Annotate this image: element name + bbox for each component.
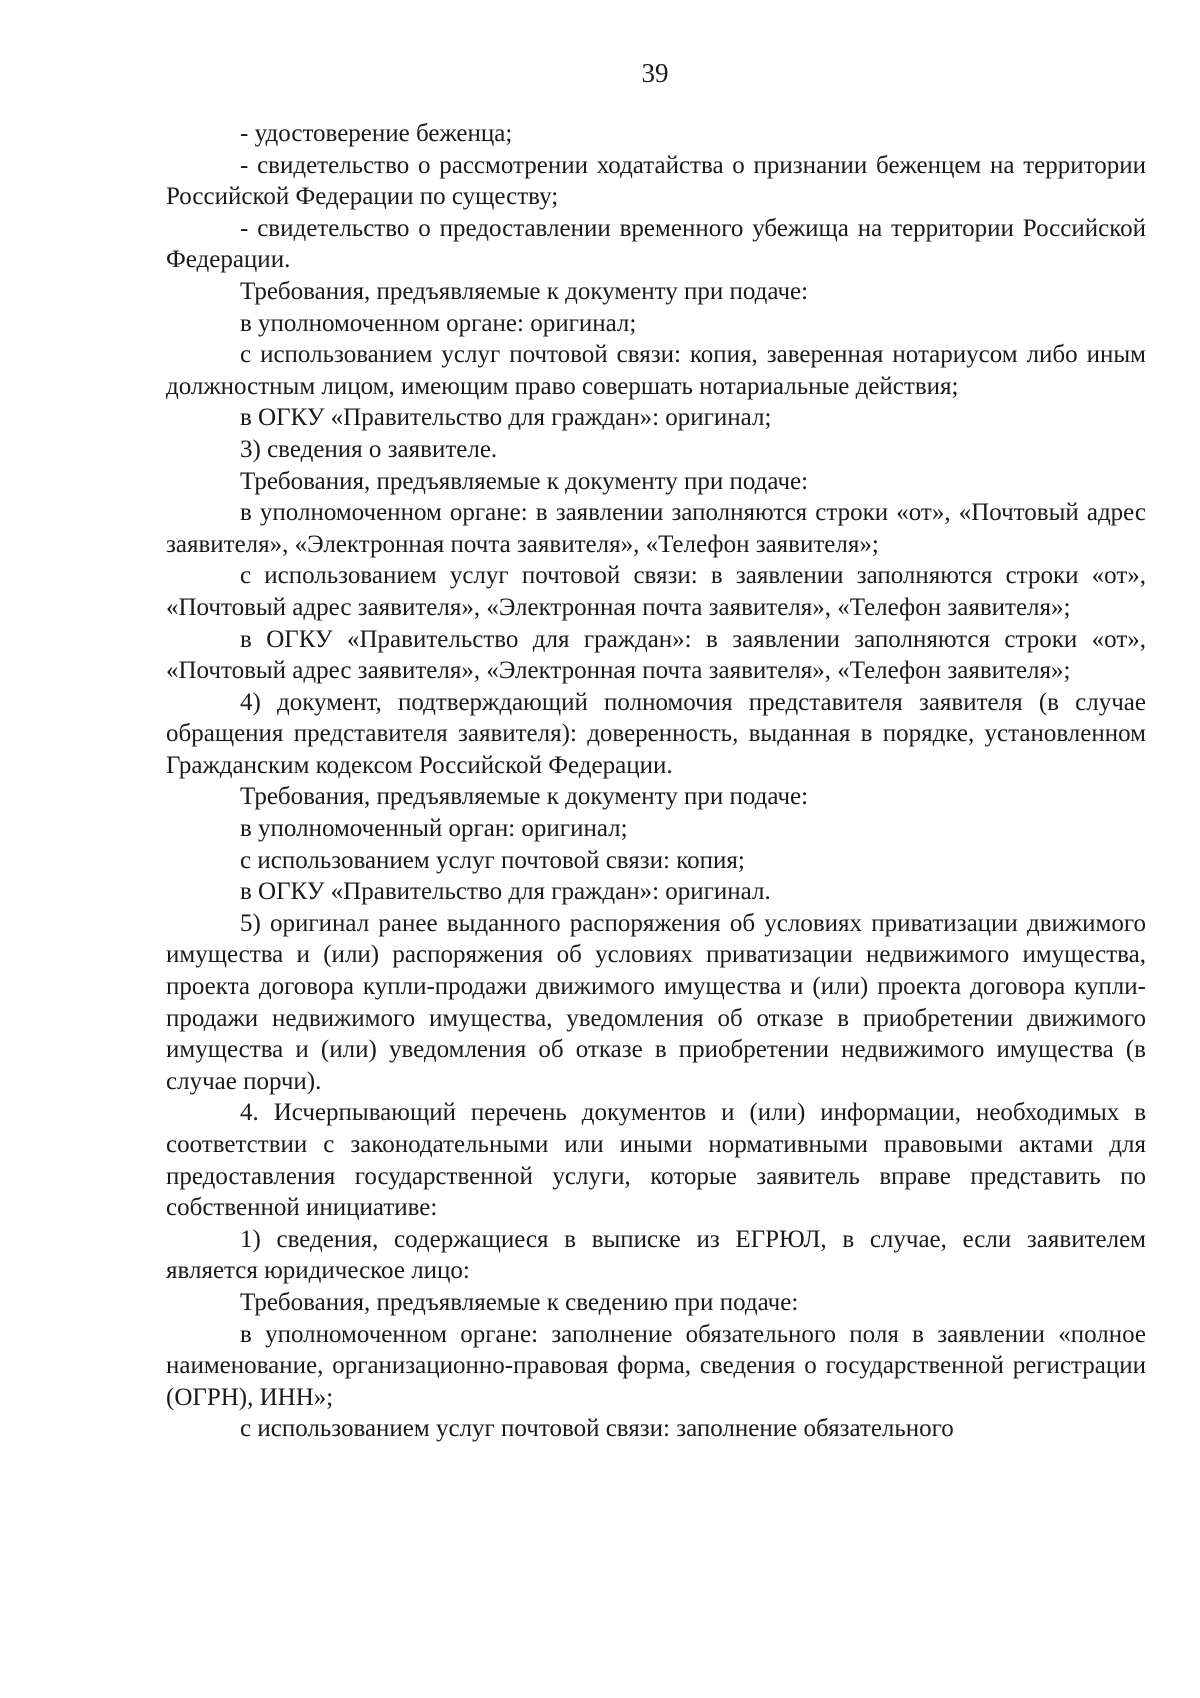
paragraph: 4. Исчерпывающий перечень документов и (или) информации, необходимых в соответствии с законодательными или иными нормативными правовыми актами для предоставления государственной услуги, которые заявитель вправе представить по собственной инициативе: [166,1099,1146,1222]
page-number: 39 [641,58,669,88]
paragraph: - удостоверение беженца; [240,120,513,147]
paragraph: Требования, предъявляемые к документу при подаче: [240,277,809,305]
paragraph: Требования, предъявляемые к документу при подаче: [240,467,809,495]
paragraph: Требования, предъявляемые к документу при подаче: [240,783,809,811]
paragraph: в уполномоченный орган: оригинал; [240,815,628,843]
paragraph: в ОГКУ «Правительство для граждан»: в заявлении заполняются строки «от», «Почтовый адрес заявителя», «Электронная почта заявителя», «Телефон заявителя»; [166,625,1146,685]
paragraph: в ОГКУ «Правительство для граждан»: оригинал; [240,404,772,432]
paragraph: с использованием услуг почтовой связи: копия, заверенная нотариусом либо иным должностным лицом, имеющим право совершать нотариальные действия; [166,341,1146,400]
document-body [166,118,1146,1445]
paragraph: 3) сведения о заявителе. [240,435,498,463]
paragraph: в ОГКУ «Правительство для граждан»: оригинал. [240,878,771,906]
paragraph: - свидетельство о предоставлении временного убежища на территории Российской Федерации. [166,214,1146,274]
paragraph: с использованием услуг почтовой связи: копия; [240,846,745,874]
paragraph: 1) сведения, содержащиеся в выписке из ЕГРЮЛ, в случае, если заявителем является юридическое лицо: [166,1225,1146,1285]
paragraph: с использованием услуг почтовой связи: в заявлении заполняются строки «от», «Почтовый адрес заявителя», «Электронная почта заявителя», «Телефон заявителя»; [166,562,1146,621]
paragraph: Требования, предъявляемые к сведению при подаче: [240,1288,799,1316]
paragraph: в уполномоченном органе: оригинал; [240,309,637,337]
paragraph: в уполномоченном органе: заполнение обязательного поля в заявлении «полное наименование, организационно-правовая форма, сведения о государственной регистрации (ОГРН), ИНН»; [166,1320,1146,1411]
paragraph: - свидетельство о рассмотрении ходатайства о признании беженцем на территории Российской Федерации по существу; [166,151,1146,211]
paragraph: 5) оригинал ранее выданного распоряжения об условиях приватизации движимого имущества и (или) распоряжения об условиях приватизации недвижимого имущества, проекта договора купли-продажи движимого имущества и (или) проекта договора купли-продажи недвижимого имущества, уведомления об отказе в приобретении движимого имущества и (или) уведомления об отказе в приобретении недвижимого имущества (в случае порчи). [166,909,1146,1095]
paragraph: в уполномоченном органе: в заявлении заполняются строки «от», «Почтовый адрес заявителя», «Электронная почта заявителя», «Телефон заявителя»; [166,499,1146,558]
paragraph: с использованием услуг почтовой связи: заполнение обязательного [240,1415,954,1443]
paragraph: 4) документ, подтверждающий полномочия представителя заявителя (в случае обращения представителя заявителя): доверенность, выданная в порядке, установленном Гражданским кодексом Российской Федерации. [166,688,1146,779]
